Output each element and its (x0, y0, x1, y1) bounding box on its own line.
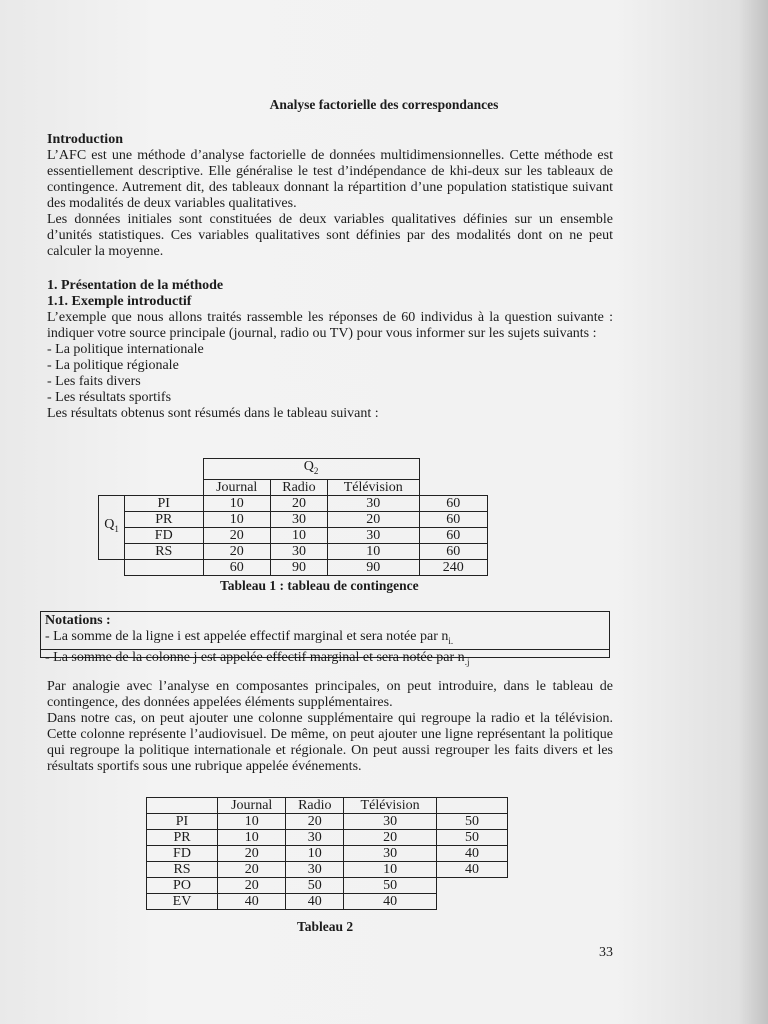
analysis-paragraph-1: Par analogie avec l’analyse en composantes principales, on peut introduire, dans le tableau de contingence, des données appelées éléments supplémentaires. (47, 679, 613, 710)
row-total: 60 (419, 527, 488, 543)
list-item: - La politique internationale (47, 342, 204, 357)
introduction-paragraph-2: Les données initiales sont constituées de deux variables qualitatives définies sur un ensemble d’unités statistiques. Ces variables qualitatives sont définies par des modalités dont on ne peut calculer la moyenne. (47, 212, 613, 259)
table-row (147, 814, 508, 830)
q1-header: $Q_1$ (99, 495, 125, 559)
table-cell: 30 (270, 511, 327, 527)
table-cell: 30 (270, 543, 327, 559)
table-1-caption: Tableau 1 : tableau de contingence (220, 578, 419, 593)
table-row (99, 495, 488, 511)
row-label: FD (147, 846, 218, 862)
column-total: 60 (203, 559, 270, 575)
list-item: - La politique régionale (47, 358, 179, 373)
table-cell: 20 (203, 527, 270, 543)
supplementary-cell: 40 (437, 862, 508, 878)
analysis-paragraph-2: Dans notre cas, on peut ajouter une colonne supplémentaire qui regroupe la radio et la télévision. Cette colonne représente l’audiovisuel. De même, on peut ajouter une ligne représentant la politique qui regroupe la politique internationale et régionale. On peut aussi regrouper les faits divers et les résultats sportifs sous une rubrique appelée événements. (47, 711, 613, 774)
table-cell: 20 (218, 862, 286, 878)
table-row (99, 459, 488, 480)
notations-box (40, 611, 610, 667)
notations-heading: Notations : (45, 613, 111, 628)
table-cell: 20 (203, 543, 270, 559)
section-1-1-heading: 1.1. Exemple introductif (47, 294, 192, 309)
grand-total: 240 (419, 559, 488, 575)
table-cell: 40 (218, 894, 286, 910)
table-row (147, 830, 508, 846)
row-label: PO (147, 878, 218, 894)
table-row (99, 479, 488, 495)
table-row (147, 798, 508, 814)
column-total: 90 (270, 559, 327, 575)
row-total: 60 (419, 543, 488, 559)
table-row (99, 543, 488, 559)
list-item: - Les faits divers (47, 374, 141, 389)
introduction-heading: Introduction (47, 132, 123, 147)
table-cell: 30 (344, 814, 437, 830)
row-label: FD (125, 527, 204, 543)
contingency-table-2 (146, 797, 508, 910)
row-label: PR (147, 830, 218, 846)
table-cell: 10 (270, 527, 327, 543)
table-row (147, 894, 508, 910)
column-header: Télévision (327, 479, 419, 495)
table-row (147, 878, 508, 894)
table-cell: 50 (286, 878, 344, 894)
table-cell: 10 (218, 814, 286, 830)
empty-cell (125, 559, 204, 575)
introduction-paragraph-1: L’AFC est une méthode d’analyse factorielle de données multidimensionnelles. Cette méthode est essentiellement descriptive. Elle généralise le test d’indépendance de khi-deux sur les tableaux de contingence. Autrement dit, des tableaux donnant la répartition d’une population statistique suivant des modalités de deux variables qualitatives. (47, 148, 613, 211)
table-row (99, 527, 488, 543)
page-number: 33 (599, 945, 613, 960)
row-label: PI (147, 814, 218, 830)
row-label: PI (125, 495, 204, 511)
introduction-section (47, 132, 613, 260)
table-cell: 10 (203, 495, 270, 511)
table-cell: 20 (327, 511, 419, 527)
row-label: EV (147, 894, 218, 910)
page-edge-shadow (738, 0, 768, 1024)
table-row (99, 511, 488, 527)
table-cell: 20 (218, 846, 286, 862)
empty-cell (147, 798, 218, 814)
table-cell: 30 (286, 862, 344, 878)
empty-cell (437, 798, 508, 814)
column-header: Radio (270, 479, 327, 495)
table-cell: 30 (344, 846, 437, 862)
table-cell: 40 (344, 894, 437, 910)
table-cell: 10 (344, 862, 437, 878)
table-row (99, 559, 488, 575)
section-1-heading: 1. Présentation de la méthode (47, 278, 224, 293)
table-cell: 20 (286, 814, 344, 830)
table-cell: 30 (327, 495, 419, 511)
table-cell: 50 (344, 878, 437, 894)
table-cell: 10 (203, 511, 270, 527)
column-header: Télévision (344, 798, 437, 814)
q2-header: $Q_2$ (203, 459, 419, 480)
notation-line-2: - La somme de la colonne j est appelée effectif marginal et sera notée par $n_{.j}$ (41, 649, 609, 670)
table-cell: 10 (286, 846, 344, 862)
results-intro-line: Les résultats obtenus sont résumés dans le tableau suivant : (47, 406, 379, 421)
column-header: Radio (286, 798, 344, 814)
section-1 (47, 278, 613, 422)
notation-line-1: - La somme de la ligne i est appelée effectif marginal et sera notée par $n_{i.}$ (45, 629, 454, 646)
table-cell: 10 (218, 830, 286, 846)
row-label: PR (125, 511, 204, 527)
table-cell: 40 (286, 894, 344, 910)
table-2-caption: Tableau 2 (297, 919, 354, 934)
contingency-table-1 (98, 458, 488, 576)
section-1-paragraph: L’exemple que nous allons traités rassemble les réponses de 60 individus à la question suivante : indiquer votre source principale (journal, radio ou TV) pour vous informer sur les sujets suivants : (47, 310, 613, 341)
supplementary-cell: 40 (437, 846, 508, 862)
table-cell: 20 (344, 830, 437, 846)
table-cell: 20 (270, 495, 327, 511)
row-label: RS (125, 543, 204, 559)
table-row (147, 862, 508, 878)
supplementary-cell: 50 (437, 814, 508, 830)
row-total: 60 (419, 511, 488, 527)
row-label: RS (147, 862, 218, 878)
table-cell: 30 (286, 830, 344, 846)
analysis-section (47, 679, 613, 775)
column-header: Journal (203, 479, 270, 495)
list-item: - Les résultats sportifs (47, 390, 172, 405)
table-row (147, 846, 508, 862)
table-cell: 20 (218, 878, 286, 894)
column-total: 90 (327, 559, 419, 575)
column-header: Journal (218, 798, 286, 814)
table-cell: 10 (327, 543, 419, 559)
row-total: 60 (419, 495, 488, 511)
table-cell: 30 (327, 527, 419, 543)
page-title: Analyse factorielle des correspondances (269, 97, 499, 112)
supplementary-cell: 50 (437, 830, 508, 846)
